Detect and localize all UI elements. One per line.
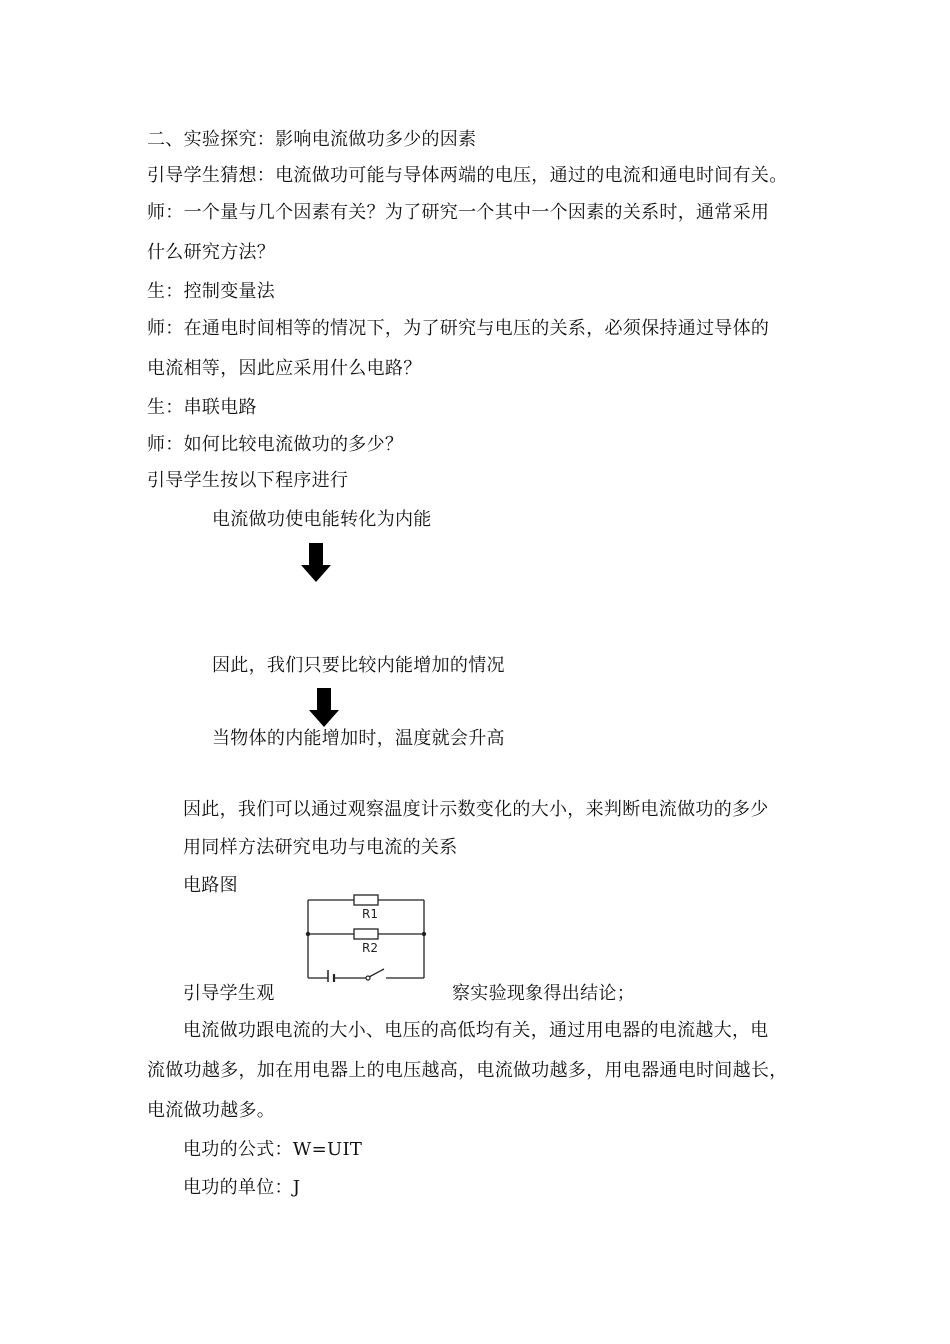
- thermometer-line: 因此，我们可以通过观察温度计示数变化的大小，来判断电流做功的多少: [183, 799, 769, 820]
- teacher-question-line-2: 什么研究方法？: [147, 242, 276, 263]
- flow-step-1: 电流做功使电能转化为内能: [212, 509, 432, 530]
- resistor-r1: [354, 895, 378, 905]
- resistor-r2: [354, 929, 378, 939]
- unit-line: 电功的单位：J: [183, 1177, 301, 1198]
- down-arrow-icon: [300, 543, 332, 583]
- teacher-question-2-line-1: 师：在通电时间相等的情况下，为了研究与电压的关系，必须保持通过导体的: [147, 318, 770, 339]
- flow-step-3: 当物体的内能增加时，温度就会升高: [212, 728, 505, 749]
- r1-label: R1: [362, 907, 378, 921]
- student-answer-1: 生：控制变量法: [147, 281, 276, 302]
- guess-line: 引导学生猜想：电流做功可能与导体两端的电压，通过的电流和通电时间有关。: [147, 165, 788, 186]
- student-answer-2: 生：串联电路: [147, 397, 257, 418]
- conclusion-line-1: 电流做功跟电流的大小、电压的高低均有关，通过用电器的电流越大，电: [183, 1020, 769, 1041]
- teacher-question-2-line-2: 电流相等，因此应采用什么电路？: [147, 358, 422, 379]
- teacher-question-line-1: 师：一个量与几个因素有关？为了研究一个其中一个因素的关系时，通常采用: [147, 202, 770, 223]
- observe-line-right: 察实验现象得出结论；: [452, 983, 635, 1004]
- teacher-question-3: 师：如何比较电流做功的多少？: [147, 434, 404, 455]
- circuit-caption: 电路图: [183, 875, 238, 896]
- r2-label: R2: [362, 941, 378, 955]
- formula-line: 电功的公式：W=UIT: [183, 1139, 363, 1160]
- procedure-intro: 引导学生按以下程序进行: [147, 470, 349, 491]
- same-method-line: 用同样方法研究电功与电流的关系: [183, 837, 458, 858]
- conclusion-line-3: 电流做功越多。: [147, 1100, 276, 1121]
- conclusion-line-2: 流做功越多，加在用电器上的电压越高，电流做功越多，用电器通电时间越长，: [147, 1060, 788, 1081]
- section-heading: 二、实验探究：影响电流做功多少的因素: [147, 129, 477, 150]
- parallel-circuit-diagram: [300, 890, 432, 982]
- observe-line-left: 引导学生观: [183, 983, 275, 1004]
- flow-step-2: 因此，我们只要比较内能增加的情况: [212, 655, 505, 676]
- down-arrow-icon: [308, 688, 340, 728]
